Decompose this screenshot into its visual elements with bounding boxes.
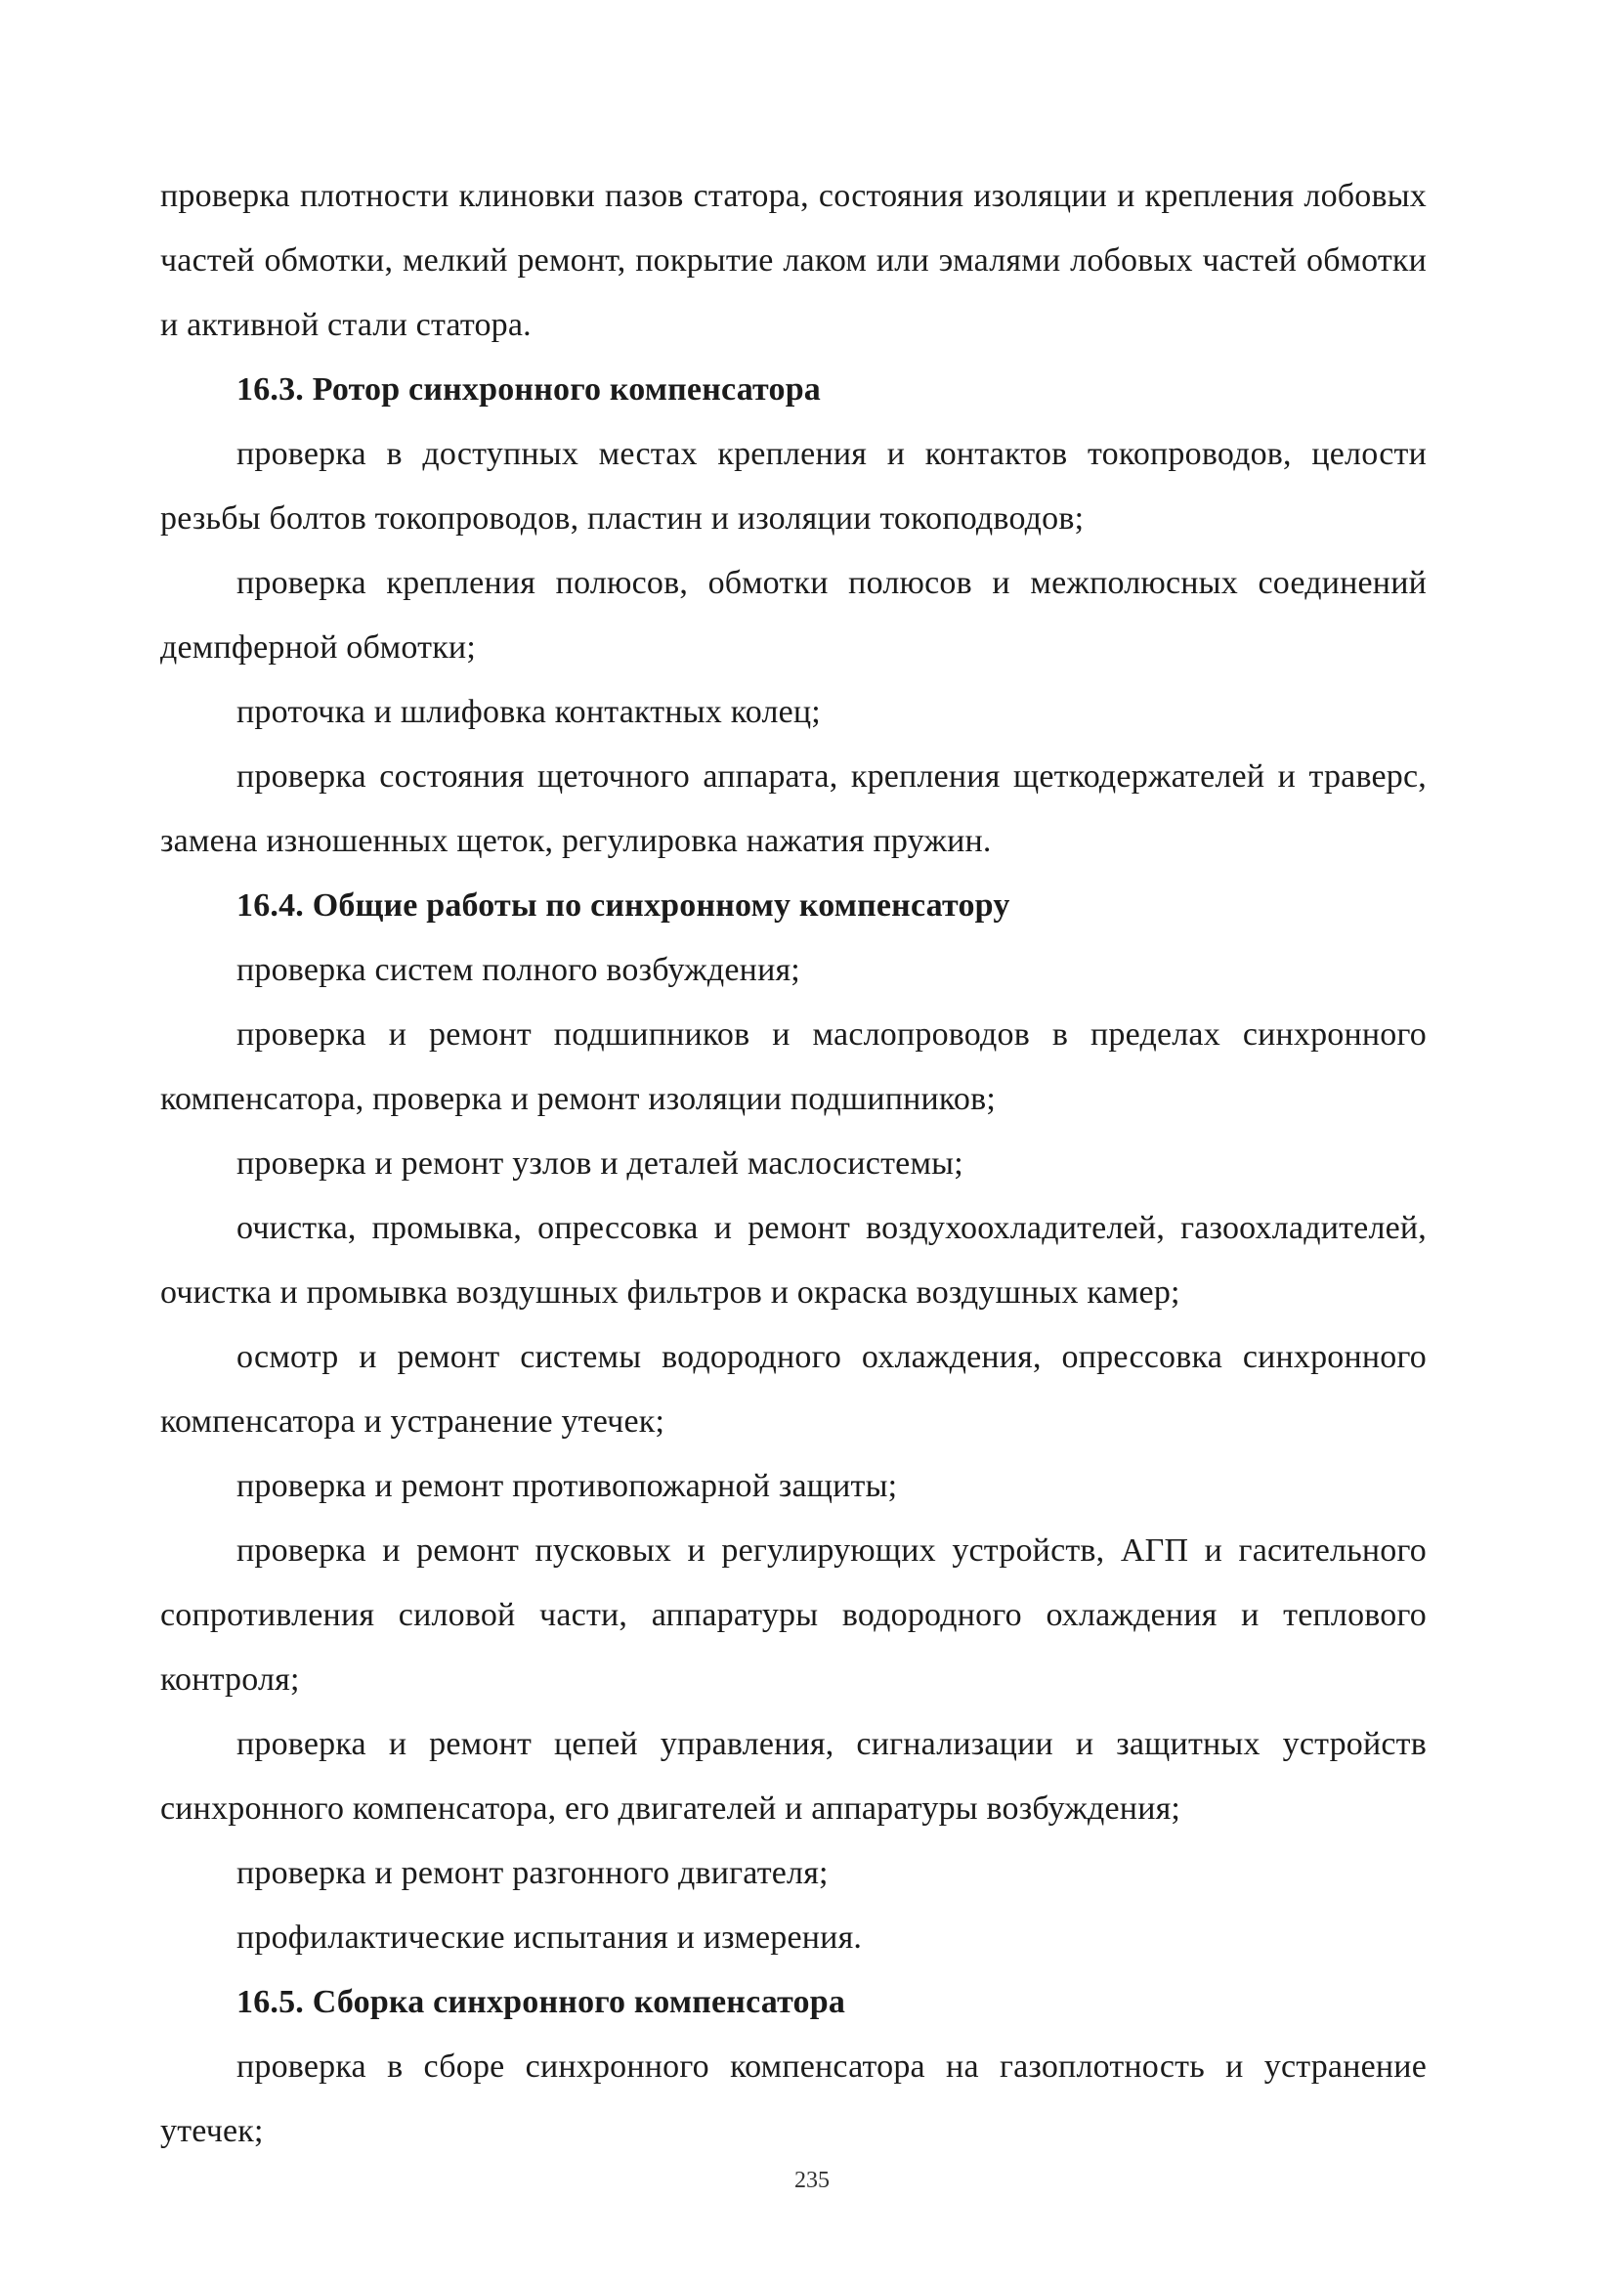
paragraph: проверка и ремонт пусковых и регулирующих устройств, АГП и гасительного сопротивления силовой части, аппаратуры водородного охлаждения и теплового контроля; [160, 1532, 1427, 1698]
paragraph: проверка в доступных местах крепления и контактов токопроводов, целости резьбы болтов токопроводов, пластин и изоляции токоподводов; [160, 436, 1427, 537]
paragraph: проверка систем полного возбуждения; [236, 952, 800, 988]
paragraph: профилактические испытания и измерения. [236, 1919, 863, 1956]
body-text [160, 164, 1427, 2164]
paragraph: проверка и ремонт узлов и деталей маслосистемы; [236, 1145, 963, 1182]
paragraph: проверка и ремонт противопожарной защиты; [236, 1468, 898, 1504]
paragraph: проверка состояния щеточного аппарата, крепления щеткодержателей и траверс, замена изношенных щеток, регулировка нажатия пружин. [160, 758, 1427, 859]
page-number: 235 [794, 2168, 830, 2193]
paragraph: осмотр и ремонт системы водородного охлаждения, опрессовка синхронного компенсатора и устранение утечек; [160, 1339, 1427, 1440]
paragraph-stator-continuation: проверка плотности клиновки пазов статора, состояния изоляции и крепления лобовых частей обмотки, мелкий ремонт, покрытие лаком или эмалями лобовых частей обмотки и активной стали статора. [160, 178, 1427, 343]
paragraph: проверка и ремонт разгонного двигателя; [236, 1855, 829, 1891]
paragraph: проверка и ремонт цепей управления, сигнализации и защитных устройств синхронного компенсатора, его двигателей и аппаратуры возбуждения; [160, 1726, 1427, 1827]
paragraph: очистка, промывка, опрессовка и ремонт воздухоохладителей, газоохладителей, очистка и промывка воздушных фильтров и окраска воздушных камер; [160, 1210, 1427, 1311]
section-heading-16-4: 16.4. Общие работы по синхронному компенсатору [236, 887, 1010, 924]
paragraph: проверка в сборе синхронного компенсатора на газоплотность и устранение утечек; [160, 2048, 1427, 2149]
section-heading-16-3: 16.3. Ротор синхронного компенсатора [236, 371, 821, 408]
paragraph: проточка и шлифовка контактных колец; [236, 694, 821, 730]
section-heading-16-5: 16.5. Сборка синхронного компенсатора [236, 1984, 846, 2020]
paragraph: проверка и ремонт подшипников и маслопроводов в пределах синхронного компенсатора, проверка и ремонт изоляции подшипников; [160, 1016, 1427, 1117]
paragraph: проверка крепления полюсов, обмотки полюсов и межполюсных соединений демпферной обмотки; [160, 565, 1427, 666]
